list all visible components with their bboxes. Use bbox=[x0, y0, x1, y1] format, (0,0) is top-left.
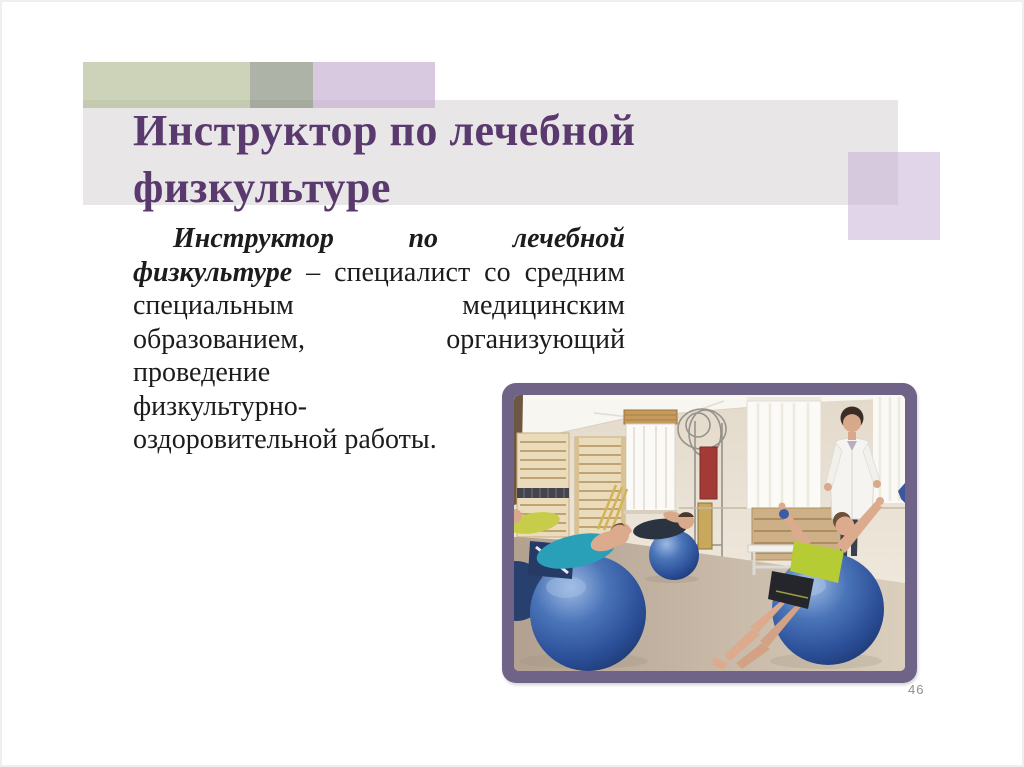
body-line: образованием, организующий bbox=[133, 323, 625, 355]
body-line bbox=[133, 256, 625, 290]
body-line: проведение bbox=[133, 357, 271, 388]
photo-frame bbox=[502, 383, 917, 683]
body-line: физкультурно- bbox=[133, 390, 308, 422]
slide-title-line2: физкультуре bbox=[133, 163, 391, 212]
body-line bbox=[133, 222, 625, 256]
body-emphasis: физкультуре bbox=[133, 256, 293, 288]
body-emphasis: Инструктор по лечебной bbox=[173, 223, 625, 254]
body-regular: – специалист со средним bbox=[292, 256, 625, 288]
deco-square-lavender bbox=[848, 152, 940, 240]
body-line: специальным медицинским bbox=[133, 290, 625, 321]
slide-title bbox=[133, 102, 753, 216]
slide-title-line1: Инструктор по лечебной bbox=[133, 106, 636, 155]
body-line: оздоровительной работы. bbox=[133, 424, 437, 455]
exercise-photo bbox=[514, 395, 905, 671]
page-number: 46 bbox=[908, 682, 925, 697]
